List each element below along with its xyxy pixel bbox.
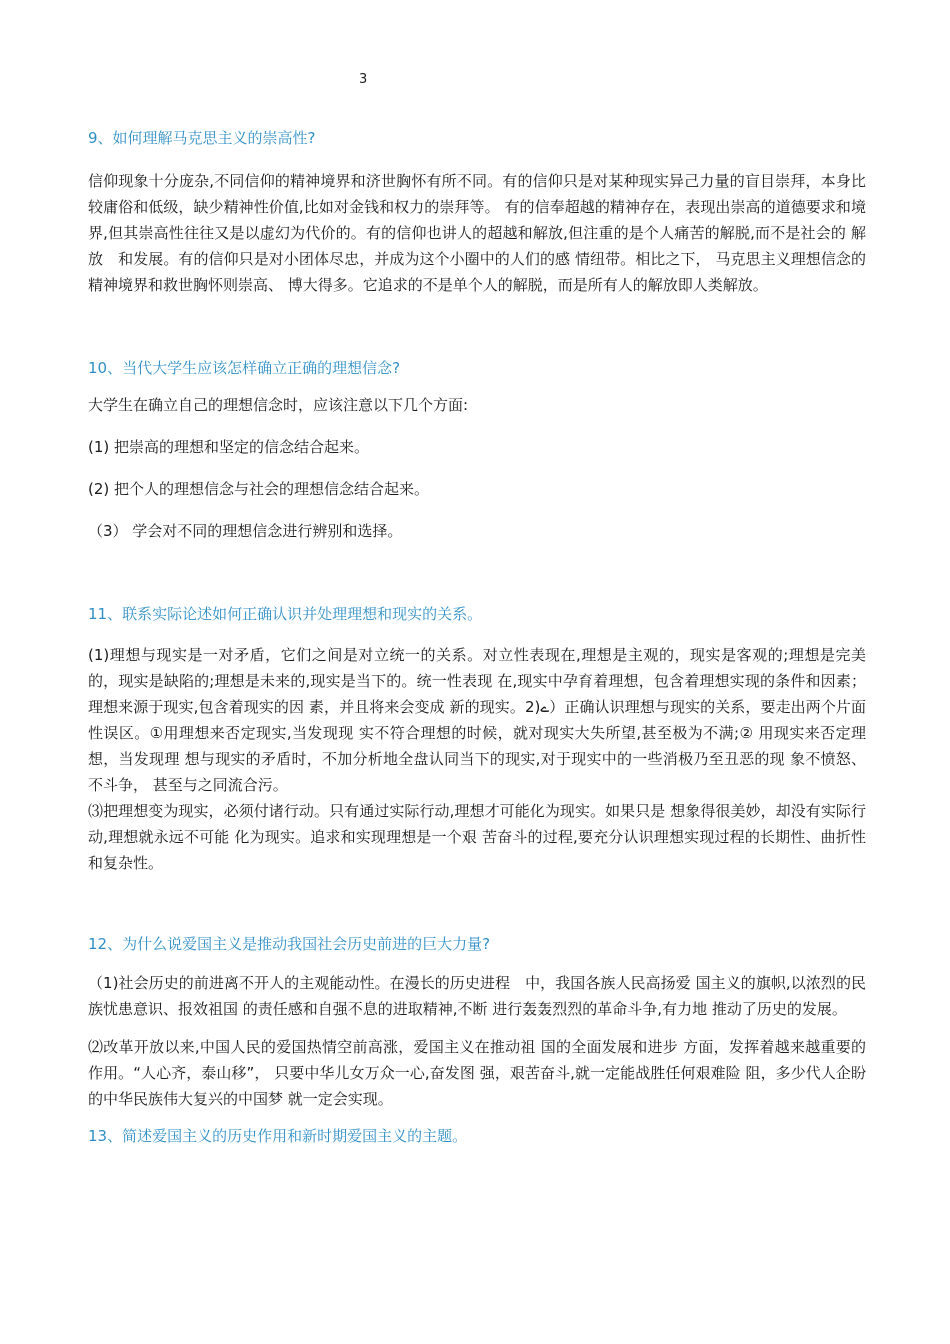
section-heading: 11、联系实际论述如何正确认识并处理理想和现实的关系。 <box>88 605 483 623</box>
list-item: （3） 学会对不同的理想信念进行辨别和选择。 <box>88 522 403 540</box>
paragraph: ⑶把理想变为现实，必须付诸行动。只有通过实际行动,理想才可能化为现实。如果只是 想象得很美妙，却没有实际行动,理想就永远不可能 化为现实。追求和实现理想是一个艰 苦奋斗的过程,要充分认识理想实现过程的长期性、曲折性和复杂性。 <box>88 802 866 872</box>
section-heading: 13、简述爱国主义的历史作用和新时期爱国主义的主题。 <box>88 1127 468 1145</box>
page-number: 3 <box>359 72 368 87</box>
section-13 <box>88 1124 866 1148</box>
section-12 <box>88 932 866 1112</box>
section-heading: 10、当代大学生应该怎样确立正确的理想信念? <box>88 359 401 377</box>
section-heading: 12、为什么说爱国主义是推动我国社会历史前进的巨大力量? <box>88 935 491 953</box>
list-item: (2) 把个人的理想信念与社会的理想信念结合起来。 <box>88 480 430 498</box>
document-body <box>88 126 866 1148</box>
section-9 <box>88 126 866 298</box>
paragraph: （1)社会历史的前进离不开人的主观能动性。在漫长的历史进程 中，我国各族人民高扬爱 国主义的旗帜,以浓烈的民族忧患意识、报效祖国 的责任感和自强不息的进取精神,不断 进行轰轰烈烈的革命斗争,有力地 推动了历史的发展。 <box>88 974 866 1018</box>
paragraph: (1)理想与现实是一对矛盾，它们之间是对立统一的关系。对立性表现在,理想是主观的，现实是客观的;理想是完美的，现实是缺陷的;理想是未来的,现实是当下的。统一性表现 在,现实中孕育着理想，包含着理想实现的条件和因素；理想来源于现实,包含着现实的因 素，并且将来会变成 新的现实。2)ے）正确认识理想与现实的关系，要走出两个片面性误区。①用理想来否定现实,当发现现 实不符合理想的时候，就对现实大失所望,甚至极为不满;② 用现实来否定理想，当发现理 想与现实的矛盾时，不加分析地全盘认同当下的现实,对于现实中的一些消极乃至丑恶的现 象不愤怒、不斗争， 甚至与之同流合污。 <box>88 646 867 794</box>
paragraph: 信仰现象十分庞杂,不同信仰的精神境界和济世胸怀有所不同。有的信仰只是对某种现实异己力量的盲目崇拜，本身比较庸俗和低级，缺少精神性价值,比如对金钱和权力的崇拜等。 有的信奉超越的精神存在，表现出崇高的道德要求和境界,但其崇高性往往又是以虚幻为代价的。有的信仰也讲人的超越和解放,但注重的是个人痛苦的解脱,而不是社会的 解放 和发展。有的信仰只是对小团体尽忠，并成为这个小圈中的人们的感 情纽带。相比之下， 马克思主义理想信念的精神境界和救世胸怀则崇高、 博大得多。它追求的不是单个人的解脱，而是所有人的解放即人类解放。 <box>88 172 866 294</box>
section-heading: 9、如何理解马克思主义的崇高性? <box>88 129 316 147</box>
list-item: (1) 把崇高的理想和坚定的信念结合起来。 <box>88 438 370 456</box>
paragraph: 大学生在确立自己的理想信念时，应该注意以下几个方面: <box>88 396 469 414</box>
section-11 <box>88 602 866 876</box>
paragraph: ⑵改革开放以来,中国人民的爱国热情空前高涨，爱国主义在推动祖 国的全面发展和进步 方面，发挥着越来越重要的作用。“人心齐，泰山移”， 只要中华儿女万众一心,奋发图 强，艰苦奋斗,就一定能战胜任何艰难险 阻，多少代人企盼的中华民族伟大复兴的中国梦 就一定会实现。 <box>88 1038 866 1108</box>
section-10 <box>88 356 866 544</box>
